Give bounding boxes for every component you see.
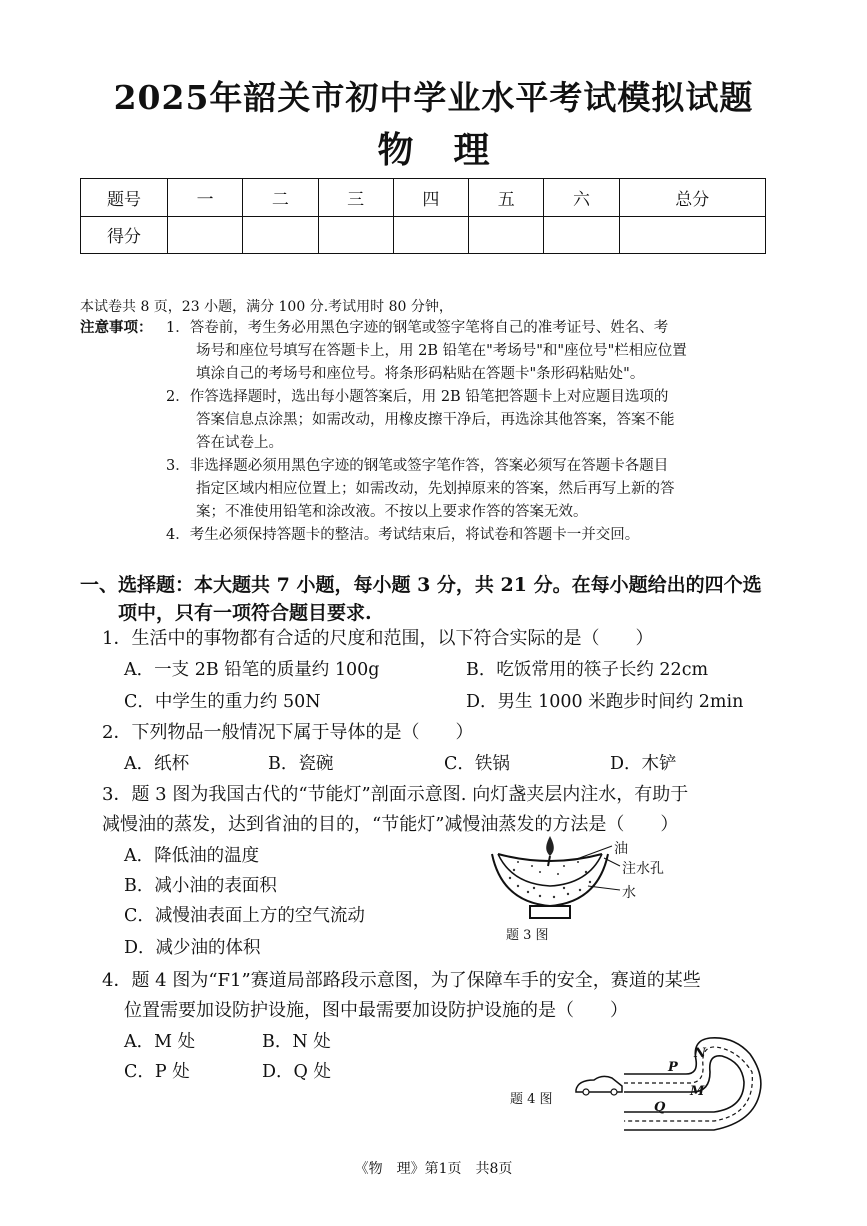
score-cell-1: 一 — [168, 179, 243, 217]
exam-title: 2025年韶关市初中学业水平考试模拟试题 — [113, 78, 754, 117]
lamp-flame — [546, 836, 554, 856]
score-table-score-row — [81, 216, 766, 254]
score-cell-3: 三 — [318, 179, 393, 217]
note-1-line-2: 场号和座位号填写在答题卡上，用 2B 铅笔在"考场号"和"座位号"栏相应位置 — [196, 343, 687, 359]
notes-label: 注意事项： — [80, 319, 153, 336]
note-1-line-1: 1．答卷前，考生务必用黑色字迹的钢笔或签字笔将自己的准考证号、姓名、考 — [166, 320, 669, 336]
question-4-option-a: A．M 处 — [124, 1032, 196, 1052]
question-3-option-a: A．降低油的温度 — [124, 846, 260, 866]
note-4: 4．考生必须保持答题卡的整洁。考试结束后，将试卷和答题卡一并交回。 — [166, 527, 640, 543]
note-3-line-3: 案；不准使用铅笔和涂改液。不按以上要求作答的答案无效。 — [196, 504, 588, 520]
question-2-option-a: A．纸杯 — [124, 754, 190, 774]
track-center-line — [624, 1047, 752, 1121]
question-3-option-c: C．减慢油表面上方的空气流动 — [124, 906, 365, 926]
note-3-line-1: 3．非选择题必须用黑色字迹的钢笔或签字笔作答，答案必须写在答题卡各题目 — [166, 458, 669, 474]
label-q: Q — [654, 1100, 666, 1115]
exam-intro: 本试卷共 8 页，23 小题，满分 100 分.考试用时 80 分钟， — [80, 299, 453, 315]
note-3-line-2: 指定区域内相应位置上；如需改动，先划掉原来的答案，然后再写上新的答 — [196, 481, 675, 497]
note-2-line-1: 2．作答选择题时，选出每小题答案后，用 2B 铅笔把答题卡上对应题目选项的 — [166, 389, 669, 405]
question-2-option-b: B．瓷碗 — [268, 754, 334, 774]
question-3-option-b: B．减小油的表面积 — [124, 876, 277, 896]
question-1-stem: 1．生活中的事物都有合适的尺度和范围，以下符合实际的是（ ） — [102, 628, 654, 649]
score-cell-5: 五 — [469, 179, 544, 217]
question-2-stem: 2．下列物品一般情况下属于导体的是（ ） — [102, 722, 474, 743]
score-cell-label: 题号 — [81, 179, 168, 217]
question-1-option-a: A．一支 2B 铅笔的质量约 100g — [124, 660, 380, 680]
question-4-option-d: D．Q 处 — [262, 1062, 331, 1082]
label-n: N — [694, 1046, 706, 1061]
score-cell-total: 总分 — [619, 179, 765, 217]
question-3-caption: 题 3 图 — [506, 928, 549, 943]
question-4-stem-line-2: 位置需要加设防护设施，图中最需要加设防护设施的是（ ） — [124, 1000, 628, 1021]
water-dots — [509, 869, 591, 898]
score-blank — [318, 216, 393, 254]
question-3-stem-line-1: 3．题 3 图为我国古代的“节能灯”剖面示意图. 向灯盏夹层内注水，有助于 — [102, 784, 689, 805]
question-4-option-c: C．P 处 — [124, 1062, 190, 1082]
question-4-figure — [574, 1030, 766, 1140]
score-blank — [619, 216, 765, 254]
label-oil: 油 — [614, 841, 628, 857]
question-4-caption: 题 4 图 — [510, 1092, 553, 1107]
note-1-line-3: 填涂自己的考场号和座位号。将条形码粘贴在答题卡"条形码粘贴处"。 — [196, 366, 645, 382]
label-water-hole: 注水孔 — [622, 861, 664, 877]
score-cell-2: 二 — [243, 179, 318, 217]
score-table-header-row — [81, 179, 766, 217]
score-cell-4: 四 — [393, 179, 468, 217]
question-3-option-d: D．减少油的体积 — [124, 938, 261, 958]
score-blank — [243, 216, 318, 254]
score-cell-6: 六 — [544, 179, 619, 217]
score-blank — [168, 216, 243, 254]
car-wheel — [583, 1089, 589, 1095]
lamp-base — [530, 906, 570, 918]
section-1-heading-line-2: 项中，只有一项符合题目要求. — [118, 602, 372, 624]
note-2-line-3: 答在试卷上。 — [196, 435, 283, 451]
question-4-option-b: B．N 处 — [262, 1032, 331, 1052]
question-1-option-b: B．吃饭常用的筷子长约 22cm — [466, 660, 709, 680]
score-table — [80, 178, 766, 254]
score-row-label: 得分 — [81, 216, 168, 254]
label-p: P — [668, 1060, 678, 1075]
question-1-option-c: C．中学生的重力约 50N — [124, 692, 321, 712]
question-2-option-d: D．木铲 — [610, 754, 677, 774]
label-water: 水 — [622, 885, 636, 901]
page-footer: 《物 理》第1页 共8页 — [354, 1161, 513, 1177]
subject-title — [0, 122, 867, 173]
question-1-option-d: D．男生 1000 米跑步时间约 2min — [466, 692, 744, 712]
label-m: M — [690, 1084, 705, 1099]
subject-char-2: 理 — [453, 129, 490, 171]
score-blank — [393, 216, 468, 254]
note-2-line-2: 答案信息点涂黑；如需改动，用橡皮擦干净后，再选涂其他答案，答案不能 — [196, 412, 675, 428]
section-1-heading-line-1: 一、选择题：本大题共 7 小题，每小题 3 分，共 21 分。在每小题给出的四个选 — [80, 574, 762, 596]
score-blank — [469, 216, 544, 254]
question-3-stem-line-2: 减慢油的蒸发，达到省油的目的，“节能灯”减慢油蒸发的方法是（ ） — [102, 814, 679, 835]
car-wheel — [611, 1089, 617, 1095]
question-2-option-c: C．铁锅 — [444, 754, 510, 774]
track-inner-edge — [624, 1056, 744, 1112]
score-blank — [544, 216, 619, 254]
question-4-stem-line-1: 4．题 4 图为“F1”赛道局部路段示意图，为了保障车手的安全，赛道的某些 — [102, 970, 701, 991]
subject-char-1: 物 — [377, 129, 414, 171]
